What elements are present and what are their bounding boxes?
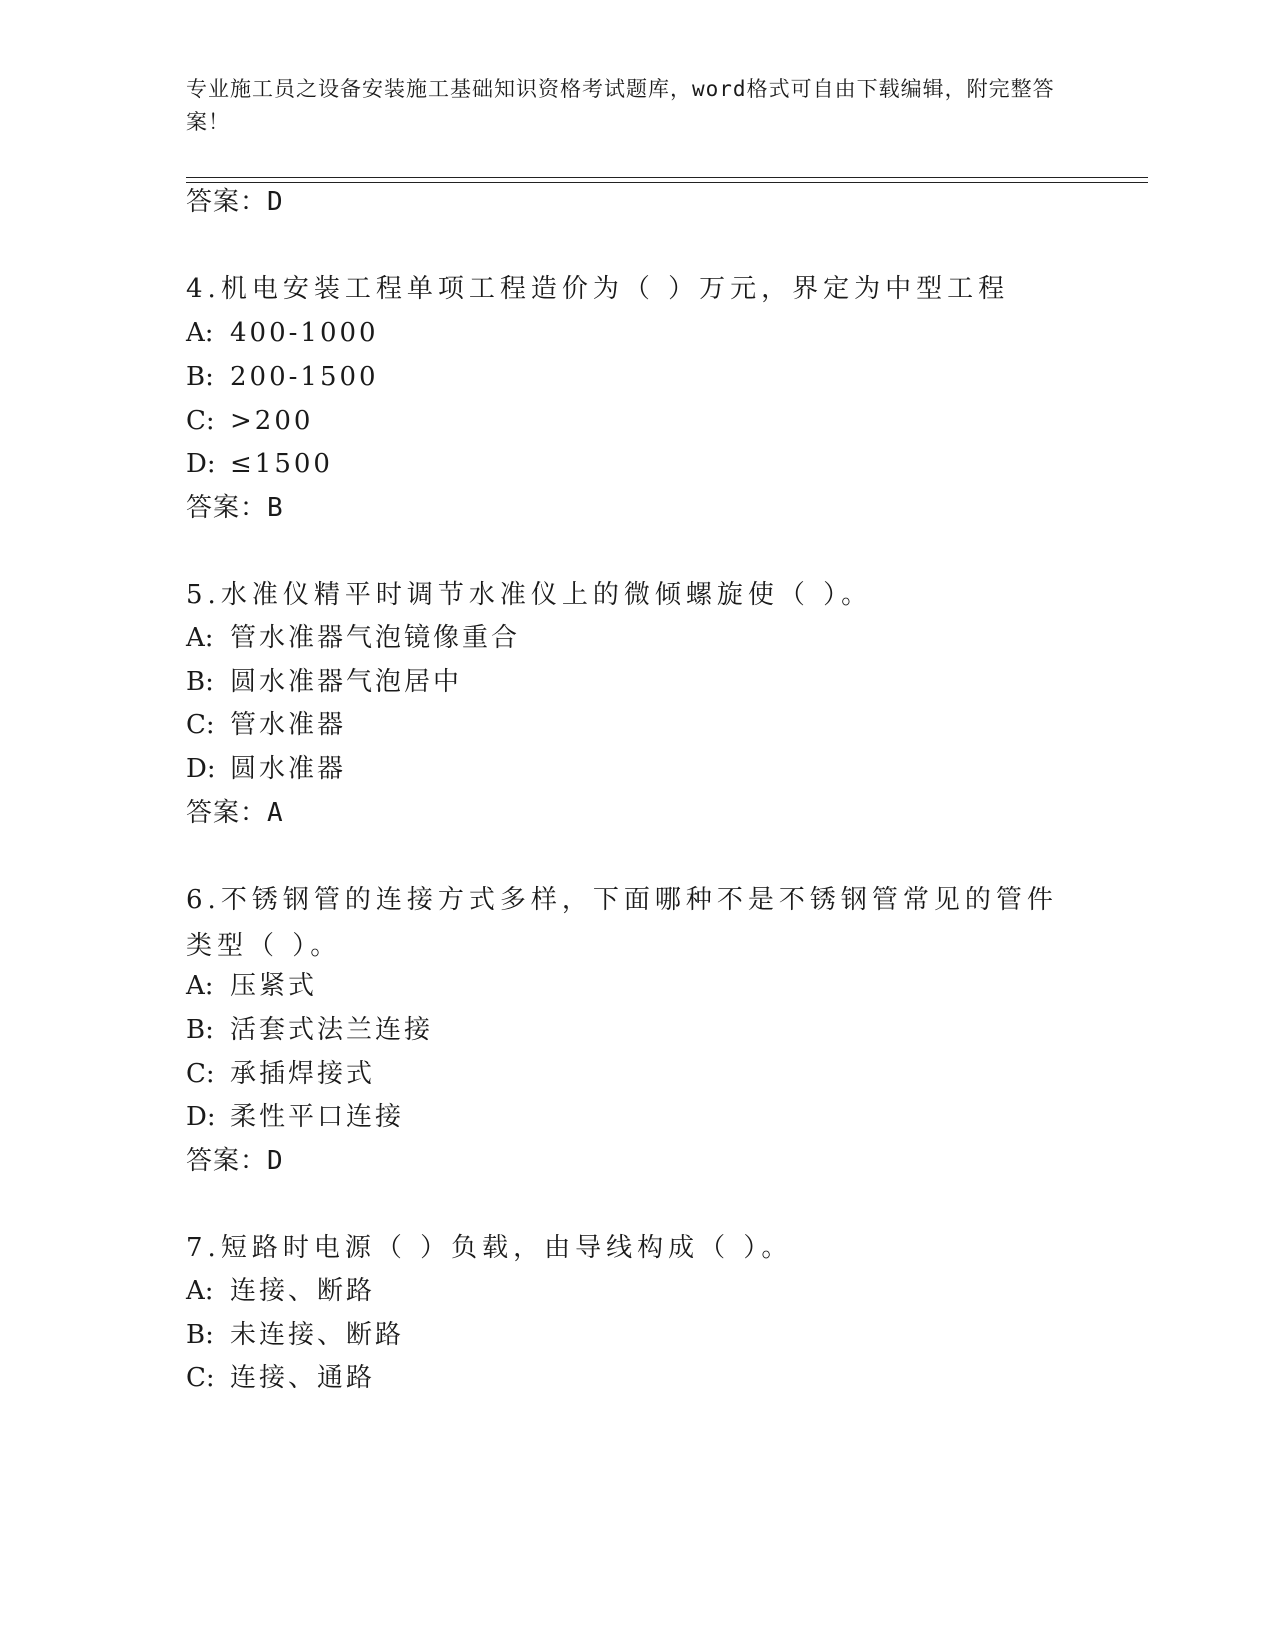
option-key: B: [186, 362, 214, 392]
option-text: 圆水准器 [230, 754, 347, 784]
question-text: 机电安装工程单项工程造价为（ ）万元，界定为中型工程 [220, 274, 1010, 304]
question-text: 短路时电源（ ）负载，由导线构成（ ）。 [220, 1233, 793, 1263]
option-text: 圆水准器气泡居中 [230, 667, 463, 697]
option-key: C: [186, 406, 215, 436]
answer-label: 答案： [186, 187, 268, 217]
answer-value: A [267, 798, 284, 828]
question-text: 不锈钢管的连接方式多样，下面哪种不是不锈钢管常见的管件类型（ ）。 [186, 885, 1058, 961]
option-key: C: [186, 710, 215, 740]
option-text: 未连接、断路 [230, 1320, 405, 1350]
option-text: ≤1500 [230, 449, 333, 479]
option-5c [186, 709, 346, 741]
option-text: 400-1000 [230, 318, 379, 348]
option-text: 柔性平口连接 [230, 1102, 405, 1132]
option-key: B: [186, 1320, 214, 1350]
option-5a [186, 622, 520, 654]
document-header: 专业施工员之设备安装施工基础知识资格考试题库，word格式可自由下载编辑，附完整答案！ [186, 77, 1055, 134]
question-4 [186, 266, 1066, 312]
option-4a [186, 317, 379, 349]
answer-label: 答案： [186, 798, 268, 828]
answer-label: 答案： [186, 493, 268, 523]
option-key: B: [186, 667, 214, 697]
answer-prev [186, 186, 284, 218]
option-6a [186, 970, 317, 1002]
question-text: 水准仪精平时调节水准仪上的微倾螺旋使（ ）。 [220, 580, 873, 610]
option-key: A: [186, 1276, 214, 1306]
option-text: 管水准器 [230, 710, 347, 740]
option-key: D: [186, 754, 216, 784]
answer-value: B [267, 493, 284, 523]
answer-value: D [267, 1146, 284, 1176]
answer-label: 答案： [186, 1146, 268, 1176]
option-key: A: [186, 971, 214, 1001]
option-6b [186, 1014, 433, 1046]
option-key: D: [186, 1102, 216, 1132]
option-5b [186, 666, 462, 698]
answer-value: D [267, 187, 284, 217]
answer-4 [186, 492, 284, 524]
option-text: >200 [230, 406, 314, 436]
option-4b [186, 361, 379, 393]
option-7a [186, 1275, 375, 1307]
option-4d [186, 448, 333, 480]
option-text: 连接、通路 [230, 1363, 376, 1393]
option-key: A: [186, 318, 214, 348]
answer-6 [186, 1145, 284, 1177]
question-number: 6. [186, 885, 221, 915]
question-5 [186, 572, 1066, 618]
option-4c [186, 405, 313, 437]
header-divider-top [186, 177, 1148, 178]
option-key: B: [186, 1015, 214, 1045]
question-number: 5. [186, 580, 221, 610]
option-key: A: [186, 623, 214, 653]
option-key: C: [186, 1059, 215, 1089]
question-7 [186, 1225, 1066, 1271]
option-text: 连接、断路 [230, 1276, 376, 1306]
answer-5 [186, 797, 284, 829]
option-5d [186, 753, 346, 785]
option-text: 200-1500 [230, 362, 379, 392]
option-key: C: [186, 1363, 215, 1393]
question-6 [186, 877, 1066, 969]
question-number: 7. [186, 1233, 221, 1263]
option-6c [186, 1058, 375, 1090]
option-7b [186, 1319, 404, 1351]
option-key: D: [186, 449, 216, 479]
option-text: 压紧式 [230, 971, 318, 1001]
option-text: 承插焊接式 [230, 1059, 376, 1089]
header-divider-bottom [186, 182, 1148, 183]
option-text: 活套式法兰连接 [230, 1015, 434, 1045]
option-7c [186, 1362, 375, 1394]
question-number: 4. [186, 274, 221, 304]
option-text: 管水准器气泡镜像重合 [230, 623, 521, 653]
option-6d [186, 1101, 404, 1133]
